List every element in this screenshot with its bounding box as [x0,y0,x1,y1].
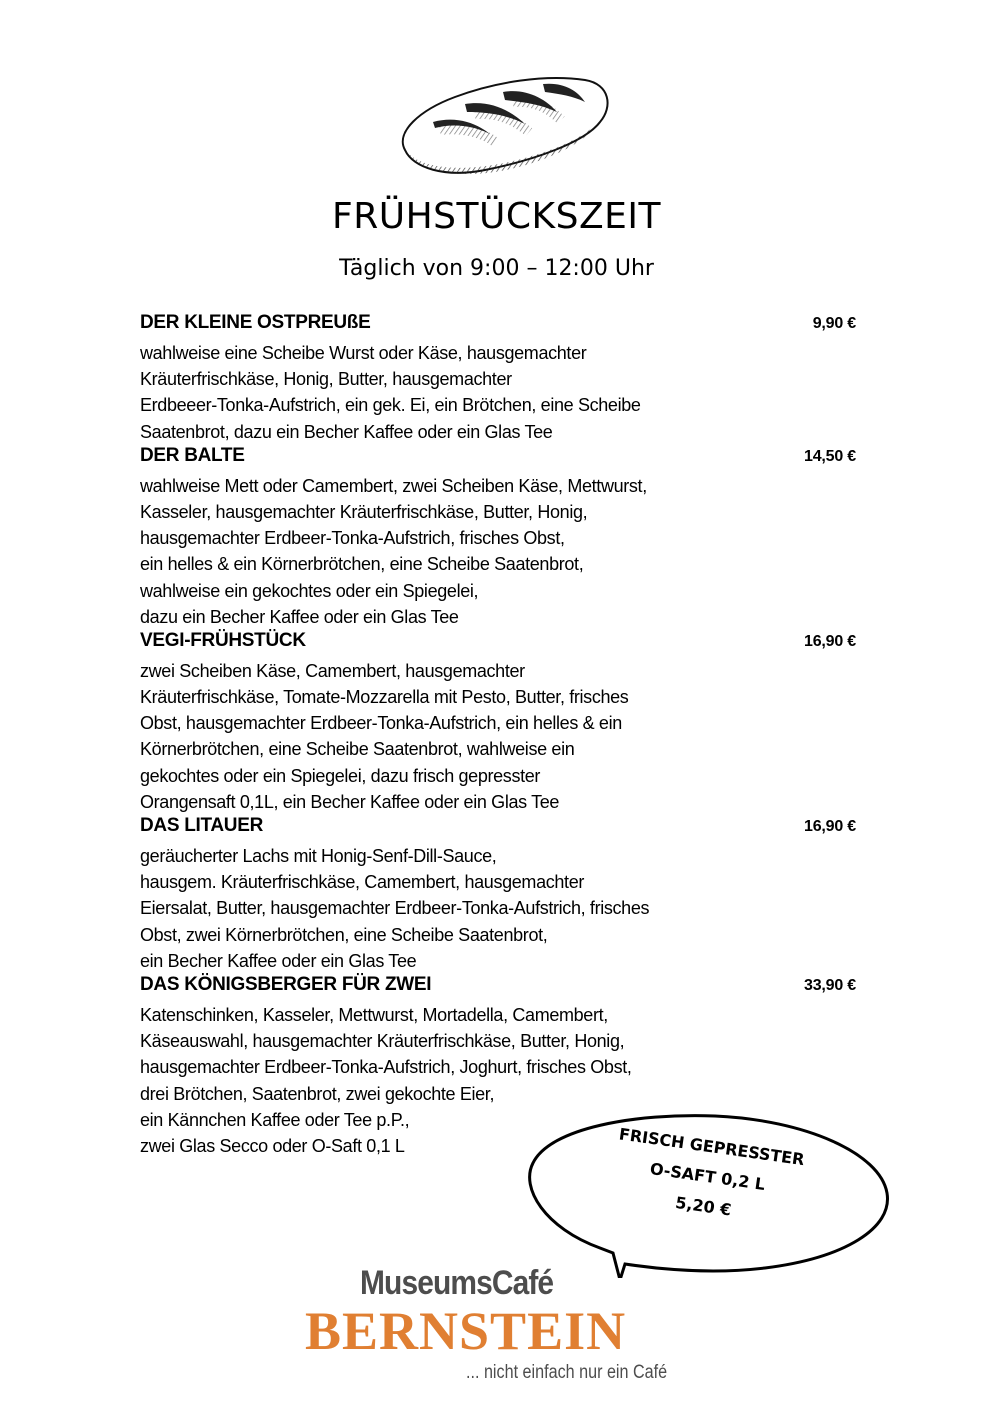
menu-item-name: DER KLEINE OSTPREUßE [140,312,371,333]
menu-item-description-line: dazu ein Becher Kaffee oder ein Glas Tee [140,606,459,627]
menu-item-description-line: ein Becher Kaffee oder ein Glas Tee [140,950,417,971]
menu-item [140,815,858,974]
menu-item-price: 33,90 € [804,976,856,994]
menu-item-price: 16,90 € [804,818,856,835]
menu-item-description-line: wahlweise ein gekochtes oder ein Spiegelei, [140,580,479,601]
menu-item-description-line: wahlweise eine Scheibe Wurst oder Käse, hausgemachter [140,343,587,363]
cafe-logo [300,1262,700,1402]
menu-item-description-line: Saatenbrot, dazu ein Becher Kaffee oder ein Glas Tee [140,421,553,442]
logo-title: MuseumsCafé [360,1264,554,1302]
menu-item-description-line: Kasseler, hausgemachter Kräuterfrischkäse, Butter, Honig, [140,501,588,522]
menu-item-description-line: wahlweise Mett oder Camembert, zwei Scheiben Käse, Mettwurst, [140,475,647,496]
menu-item-name: DAS LITAUER [140,815,264,836]
menu-item-price: 16,90 € [804,632,856,650]
menu-item [140,630,858,815]
menu-item-description-line: Erdbeeer-Tonka-Aufstrich, ein gek. Ei, ein Brötchen, eine Scheibe [140,395,641,416]
menu-item-description-line: zwei Scheiben Käse, Camembert, hausgemachter [140,660,525,681]
logo-tagline: ... nicht einfach nur ein Café [466,1362,668,1383]
menu-item-description-line: geräucherter Lachs mit Honig-Senf-Dill-Sauce, [140,846,497,866]
menu-item-description-line: ein helles & ein Körnerbrötchen, eine Scheibe Saatenbrot, [140,554,584,575]
page-title: FRÜHSTÜCKSZEIT [332,196,661,237]
offer-price: 5,20 € [674,1192,733,1220]
menu-item-description-line: hausgem. Kräuterfrischkäse, Camembert, hausgemachter [140,872,585,893]
menu-item-description-line: Käseauswahl, hausgemachter Kräuterfrischkäse, Butter, Honig, [140,1031,625,1052]
offer-line: O-SAFT 0,2 L [648,1159,767,1194]
logo-brand: BERNSTEIN [305,1301,627,1361]
menu-item-description-line: Eiersalat, Butter, hausgemachter Erdbeer-Tonka-Aufstrich, frisches [140,898,650,919]
menu-item-description-line: drei Brötchen, Saatenbrot, zwei gekochte Eier, [140,1083,495,1104]
menu-item-description-line: Kräuterfrischkäse, Honig, Butter, hausgemachter [140,369,512,390]
menu-item-description-line: gekochtes oder ein Spiegelei, dazu frisch gepresster [140,765,541,786]
menu-item-description-line: Obst, hausgemachter Erdbeer-Tonka-Aufstrich, ein helles & ein [140,713,622,734]
menu-item-description-line: ein Kännchen Kaffee oder Tee p.P., [140,1109,410,1130]
menu-item [140,445,858,630]
menu-item-description-line: Obst, zwei Körnerbrötchen, eine Scheibe Saatenbrot, [140,924,548,945]
menu-item-description-line: Kräuterfrischkäse, Tomate-Mozzarella mit Pesto, Butter, frisches [140,687,629,708]
menu-item-description-line: Körnerbrötchen, eine Scheibe Saatenbrot, wahlweise ein [140,739,575,760]
menu-item-description-line: Katenschinken, Kasseler, Mettwurst, Mortadella, Camembert, [140,1004,608,1025]
menu-item-name: DER BALTE [140,444,245,466]
breakfast-menu [140,312,858,1159]
menu-item-description-line: Orangensaft 0,1L, ein Becher Kaffee oder ein Glas Tee [140,791,560,812]
menu-item-description-line: hausgemachter Erdbeer-Tonka-Aufstrich, Joghurt, frisches Obst, [140,1057,632,1078]
menu-item-price: 9,90 € [812,315,856,332]
offer-line: FRISCH GEPRESSTER [617,1124,806,1170]
menu-item [140,312,858,445]
menu-item-name: VEGI-FRÜHSTÜCK [140,629,306,651]
opening-hours: Täglich von 9:00 – 12:00 Uhr [339,256,654,281]
menu-item-description-line: hausgemachter Erdbeer-Tonka-Aufstrich, frisches Obst, [140,528,565,549]
bread-loaf-icon [395,72,615,182]
menu-item-description-line: zwei Glas Secco oder O-Saft 0,1 L [140,1135,405,1156]
menu-item-name: DAS KÖNIGSBERGER FÜR ZWEI [140,973,432,995]
menu-item-price: 14,50 € [804,447,856,465]
